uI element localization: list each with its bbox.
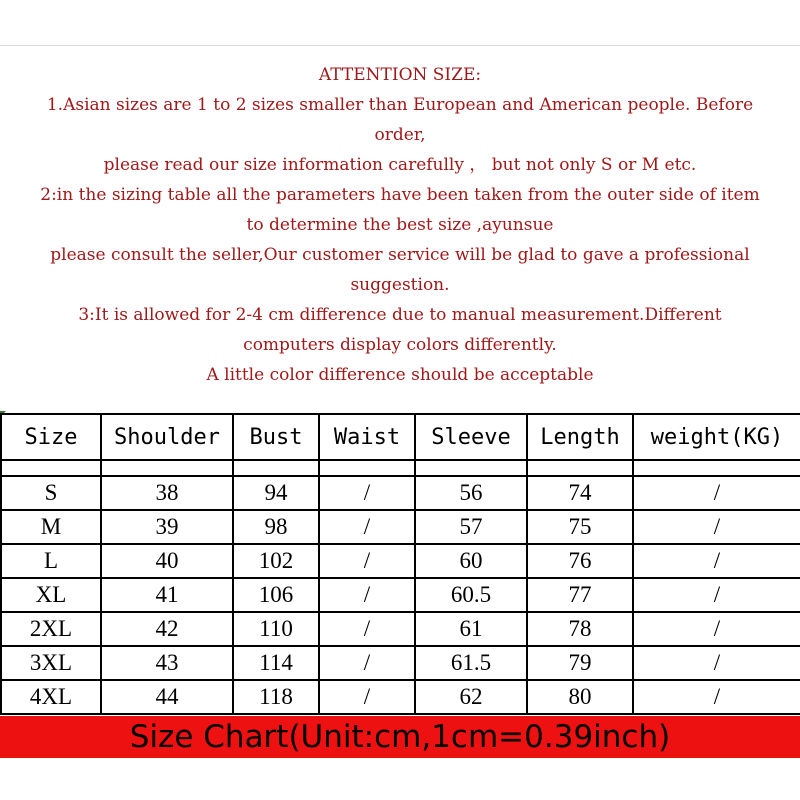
header-waist: Waist bbox=[319, 414, 415, 460]
cell-size: 4XL bbox=[1, 680, 101, 714]
table-row bbox=[1, 544, 800, 578]
cell-shoulder: 40 bbox=[101, 544, 233, 578]
table-header-row bbox=[1, 414, 800, 460]
header-shoulder: Shoulder bbox=[101, 414, 233, 460]
spacer-cell bbox=[319, 460, 415, 476]
cell-waist: / bbox=[319, 510, 415, 544]
cell-waist: / bbox=[319, 544, 415, 578]
cell-shoulder: 43 bbox=[101, 646, 233, 680]
notice-line: please consult the seller,Our customer service will be glad to gave a professional bbox=[50, 245, 750, 265]
notice-line: please read our size information carefully ， but not only S or M etc. bbox=[103, 155, 697, 175]
table-row bbox=[1, 680, 800, 714]
spacer-cell bbox=[415, 460, 527, 476]
size-table bbox=[0, 413, 800, 715]
cell-weight: / bbox=[633, 510, 800, 544]
cell-length: 79 bbox=[527, 646, 633, 680]
table-row bbox=[1, 646, 800, 680]
notice-line: suggestion. bbox=[350, 275, 450, 295]
cell-size: S bbox=[1, 476, 101, 510]
cell-length: 80 bbox=[527, 680, 633, 714]
cell-sleeve: 57 bbox=[415, 510, 527, 544]
spacer-row bbox=[1, 460, 800, 476]
cell-size: 3XL bbox=[1, 646, 101, 680]
cell-waist: / bbox=[319, 578, 415, 612]
cell-sleeve: 60.5 bbox=[415, 578, 527, 612]
table-row bbox=[1, 612, 800, 646]
cell-length: 75 bbox=[527, 510, 633, 544]
notice-line: order, bbox=[374, 125, 426, 145]
cell-bust: 114 bbox=[233, 646, 319, 680]
cell-sleeve: 56 bbox=[415, 476, 527, 510]
cell-weight: / bbox=[633, 544, 800, 578]
notice-line: 1.Asian sizes are 1 to 2 sizes smaller than European and American people. Before bbox=[46, 95, 754, 115]
cell-sleeve: 61 bbox=[415, 612, 527, 646]
table-row bbox=[1, 578, 800, 612]
cell-waist: / bbox=[319, 612, 415, 646]
cell-bust: 94 bbox=[233, 476, 319, 510]
notice-line: computers display colors differently. bbox=[243, 335, 557, 355]
spacer-cell bbox=[1, 460, 101, 476]
cell-bust: 106 bbox=[233, 578, 319, 612]
spacer-cell bbox=[233, 460, 319, 476]
cell-length: 74 bbox=[527, 476, 633, 510]
cell-weight: / bbox=[633, 612, 800, 646]
cell-size: 2XL bbox=[1, 612, 101, 646]
table-row bbox=[1, 510, 800, 544]
cell-sleeve: 61.5 bbox=[415, 646, 527, 680]
cell-shoulder: 44 bbox=[101, 680, 233, 714]
cell-bust: 118 bbox=[233, 680, 319, 714]
cell-sleeve: 62 bbox=[415, 680, 527, 714]
cell-length: 76 bbox=[527, 544, 633, 578]
notice-line: A little color difference should be acceptable bbox=[206, 365, 594, 385]
notice-line: 3:It is allowed for 2-4 cm difference due to manual measurement.Different bbox=[78, 305, 722, 325]
cell-bust: 102 bbox=[233, 544, 319, 578]
spacer-cell bbox=[633, 460, 800, 476]
cell-shoulder: 41 bbox=[101, 578, 233, 612]
cell-waist: / bbox=[319, 646, 415, 680]
size-chart-unit-banner: Size Chart(Unit:cm,1cm=0.39inch) bbox=[0, 716, 800, 758]
header-sleeve: Sleeve bbox=[415, 414, 527, 460]
cell-bust: 110 bbox=[233, 612, 319, 646]
cell-weight: / bbox=[633, 680, 800, 714]
header-length: Length bbox=[527, 414, 633, 460]
cell-length: 77 bbox=[527, 578, 633, 612]
cell-weight: / bbox=[633, 578, 800, 612]
cell-waist: / bbox=[319, 680, 415, 714]
header-weight: weight(KG) bbox=[633, 414, 800, 460]
cell-weight: / bbox=[633, 646, 800, 680]
cell-length: 78 bbox=[527, 612, 633, 646]
cell-size: XL bbox=[1, 578, 101, 612]
notice-title: ATTENTION SIZE: bbox=[318, 65, 482, 85]
cell-size: M bbox=[1, 510, 101, 544]
attention-notice bbox=[0, 60, 800, 390]
cell-shoulder: 42 bbox=[101, 612, 233, 646]
cell-waist: / bbox=[319, 476, 415, 510]
header-bust: Bust bbox=[233, 414, 319, 460]
cell-sleeve: 60 bbox=[415, 544, 527, 578]
top-divider bbox=[0, 45, 800, 46]
header-size: Size bbox=[1, 414, 101, 460]
cell-size: L bbox=[1, 544, 101, 578]
spacer-cell bbox=[101, 460, 233, 476]
cell-bust: 98 bbox=[233, 510, 319, 544]
spacer-cell bbox=[527, 460, 633, 476]
notice-line: 2:in the sizing table all the parameters have been taken from the outer side of item bbox=[40, 185, 760, 205]
notice-line: to determine the best size ,ayunsue bbox=[246, 215, 554, 235]
cell-shoulder: 39 bbox=[101, 510, 233, 544]
table-row bbox=[1, 476, 800, 510]
cell-weight: / bbox=[633, 476, 800, 510]
cell-shoulder: 38 bbox=[101, 476, 233, 510]
